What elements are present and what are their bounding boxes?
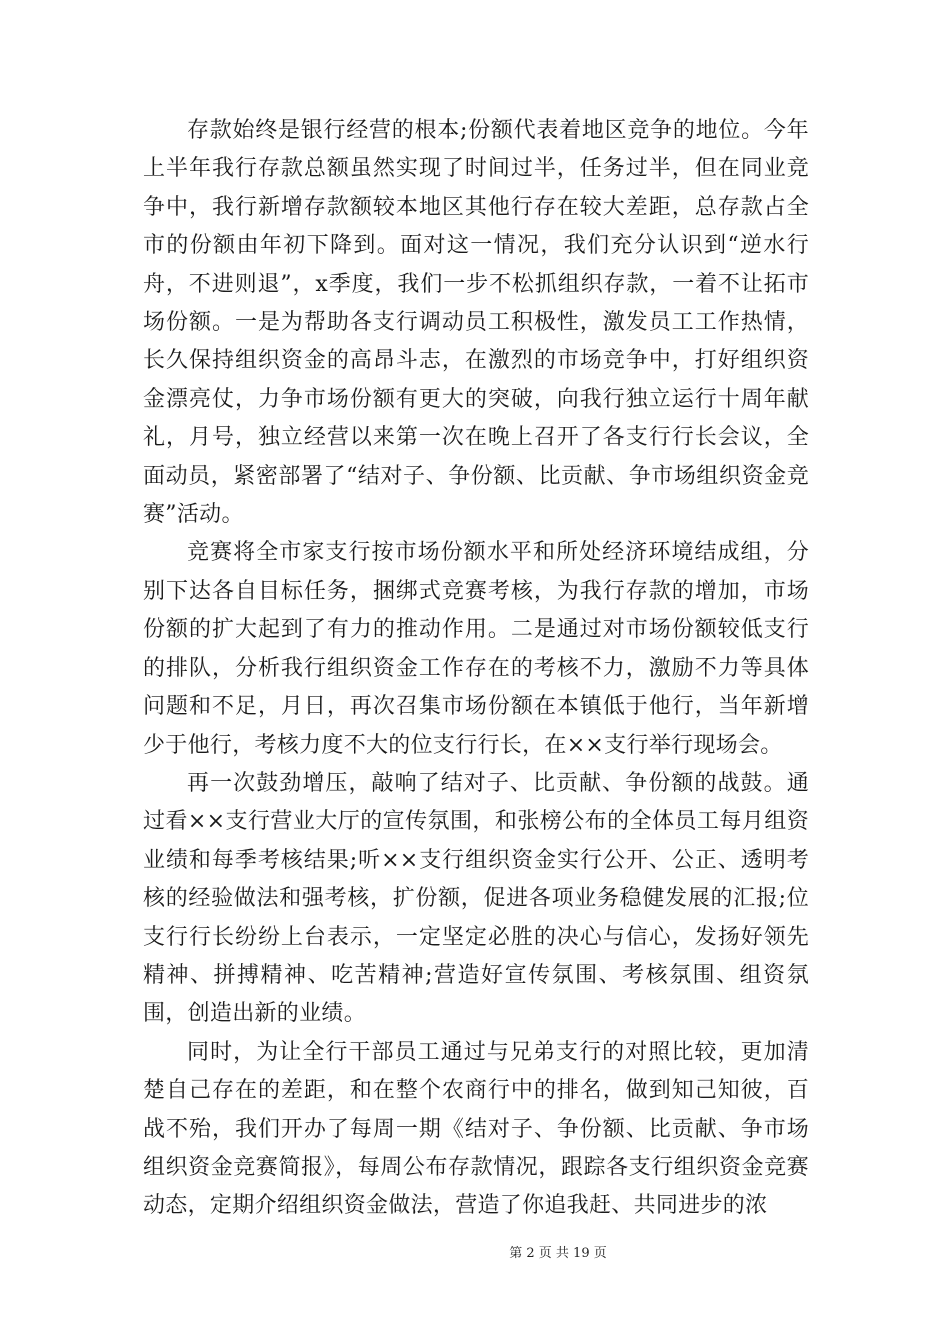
paragraph-3: 再一次鼓劲增压，敲响了结对子、比贡献、争份额的战鼓。通过看××支行营业大厅的宣传氛围，和张榜公布的全体员工每月组资业绩和每季考核结果;听××支行组织资金实行公开、公正、透明考核的经验做法和强考核，扩份额，促进各项业务稳健发展的汇报;位支行行长纷纷上台表示，一定坚定必胜的决心与信心，发扬好领先精神、拼搏精神、吃苦精神;营造好宣传氛围、考核氛围、组资氛围，创造出新的业绩。	[143, 770, 809, 1027]
paragraph-1: 存款始终是银行经营的根本;份额代表着地区竞争的地位。今年上半年我行存款总额虽然实现了时间过半，任务过半，但在同业竞争中，我行新增存款额较本地区其他行存在较大差距，总存款占全市的份额由年初下降到。面对这一情况，我们充分认识到“逆水行舟，不进则退”，x季度，我们一步不松抓组织存款，一着不让拓市场份额。一是为帮助各支行调动员工积极性，激发员工工作热情，长久保持组织资金的高昂斗志，在激烈的市场竞争中，打好组织资金漂亮仗，力争市场份额有更大的突破，向我行独立运行十周年献礼，月号，独立经营以来第一次在晚上召开了各支行行长会议，全面动员，紧密部署了“结对子、争份额、比贡献、争市场组织资金竞赛”活动。	[143, 118, 809, 528]
document-body	[143, 112, 809, 1226]
page-footer	[0, 1246, 950, 1262]
paragraph-4: 同时，为让全行干部员工通过与兄弟支行的对照比较，更加清楚自己存在的差距，和在整个农商行中的排名，做到知己知彼，百战不殆，我们开办了每周一期《结对子、争份额、比贡献、争市场组织资金竞赛简报》，每周公布存款情况，跟踪各支行组织资金竞赛动态，定期介绍组织资金做法，营造了你追我赶、共同进步的浓	[143, 1039, 809, 1219]
page-number: 第 2 页 共 19 页	[509, 1246, 607, 1261]
paragraph-2: 竞赛将全市家支行按市场份额水平和所处经济环境结成组，分别下达各自目标任务，捆绑式竞赛考核，为我行存款的增加，市场份额的扩大起到了有力的推动作用。二是通过对市场份额较低支行的排队，分析我行组织资金工作存在的考核不力，激励不力等具体问题和不足，月日，再次召集市场份额在本镇低于他行，当年新增少于他行，考核力度不大的位支行行长，在××支行举行现场会。	[143, 540, 809, 758]
